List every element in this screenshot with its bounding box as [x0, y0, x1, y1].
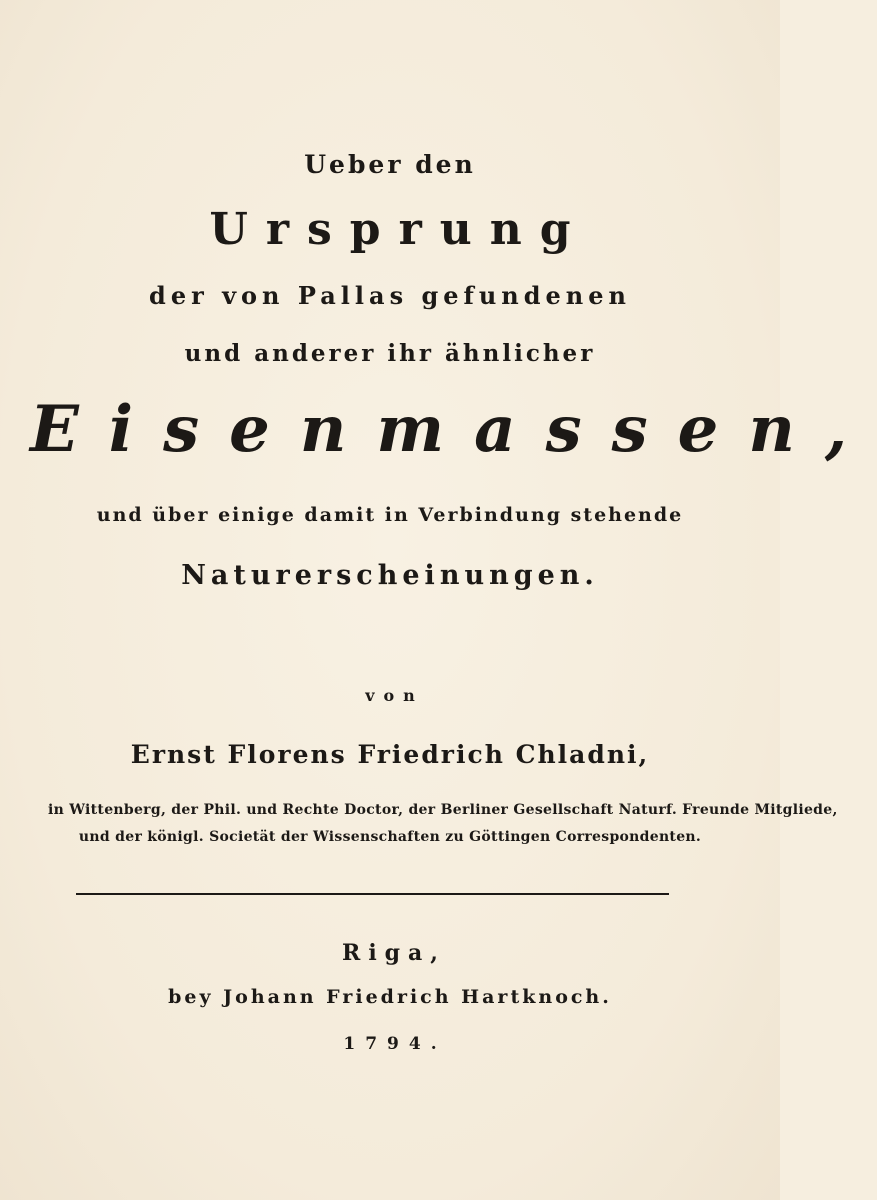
imprint-place: Riga, — [342, 940, 446, 966]
author-affiliation-line-1: in Wittenberg, der Phil. und Rechte Doctor, der Berliner Gesellschaft Naturf. Freunde Mitgliede, — [48, 802, 838, 818]
title-line-ueber-den: Ueber den — [304, 150, 476, 179]
by-line: von — [365, 686, 424, 705]
imprint-publisher: bey Johann Friedrich Hartknoch. — [168, 986, 612, 1008]
title-line-ursprung: Ursprung — [209, 204, 589, 255]
subtitle-line-naturerscheinungen: Naturerscheinungen. — [181, 560, 599, 591]
imprint-year: 1794. — [343, 1034, 447, 1054]
horizontal-rule — [76, 893, 669, 895]
title-line-anderer: und anderer ihr ähnlicher — [184, 340, 596, 367]
author-name: Ernst Florens Friedrich Chladni, — [130, 740, 650, 769]
subtitle-line-verbindung: und über einige damit in Verbindung stehende — [96, 504, 684, 526]
author-affiliation-line-2: und der königl. Societät der Wissenschaften zu Göttingen Correspondenten. — [78, 829, 702, 845]
title-line-eisenmassen: Eisenmassen, — [30, 392, 877, 467]
title-line-pallas: der von Pallas gefundenen — [149, 281, 631, 310]
